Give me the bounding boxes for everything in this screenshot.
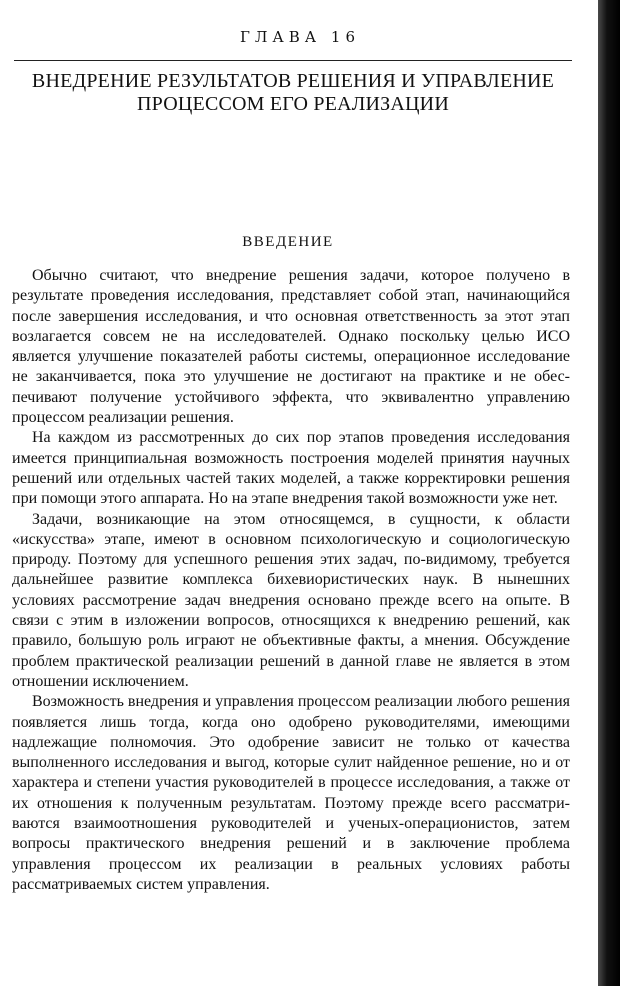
chapter-title-line-2: ПРОЦЕССОМ ЕГО РЕАЛИЗАЦИИ — [137, 93, 449, 115]
chapter-title — [14, 70, 572, 116]
chapter-title-line-1: ВНЕДРЕНИЕ РЕЗУЛЬТАТОВ РЕШЕНИЯ И УПРАВЛЕНИЕ — [31, 70, 555, 92]
paragraph-3: Задачи, возникающие на этом относящемся, в сущности, к области «искусства» этапе, имеют в основном психологическую и социологическую природу. Поэтому для успешного решения этих задач, по-видимому, требуется дальнейшее развитие комплекса бихевиористических наук. В нынешних условиях рассмотрение задач внедрения основано прежде всего на опыте. В связи с этим в изложении вопросов, относящихся к внедрению решений, как правило, большую роль играют не объективные факты, а мнения. Обсуждение проблем практической реализации решений в данной главе не является в этом отношении исключением. — [12, 510, 570, 690]
paragraph-2: На каждом из рассмотренных до сих пор этапов проведения исследования имеется принципиальная возможность построения моделей принятия научных решений или отдельных частей таких моделей, а также корректировки решения при помощи этого аппарата. Но на этапе внедрения такой возможности уже нет. — [12, 429, 570, 508]
section-heading: ВВЕДЕНИЕ — [242, 234, 334, 250]
chapter-label: ГЛАВА 16 — [239, 28, 361, 46]
paragraph-1: Обычно считают, что внедрение решения задачи, которое получено в результате проведения исследования, представляет собой этап, начинающийся после завершения исследования, и что основная ответственность за этот этап возлагается совсем не на исследователей. Однако поскольку целью ИСО является улучшение показателей работы системы, операционное исследование не заканчивается, пока это улучшение не достигают на практике и не обеспечивают получение устойчивого эффекта, что эквивалентно управлению процессом реализации решения. — [12, 267, 570, 427]
page-edge-shadow — [598, 0, 620, 986]
paragraph-4: Возможность внедрения и управления процессом реализации любого решения появляется лишь тогда, когда оно одобрено руководителями, имеющими надлежащие полномочия. Это одобрение зависит не только от качества выполненного исследования и выгод, которые сулит найденное решение, но и от характера и степени участия руководителей в процессе исследования, а также от их отношения к полученным результатам. Поэтому прежде всего рассматриваются взаимоотношения руководителей и ученых-операционистов, затем вопросы практического внедрения решений и в заключение проблема управления процессом их реализации в реальных условиях работы рассматриваемых систем управления. — [12, 693, 570, 893]
header-rule — [14, 60, 572, 61]
body-text — [12, 266, 570, 895]
